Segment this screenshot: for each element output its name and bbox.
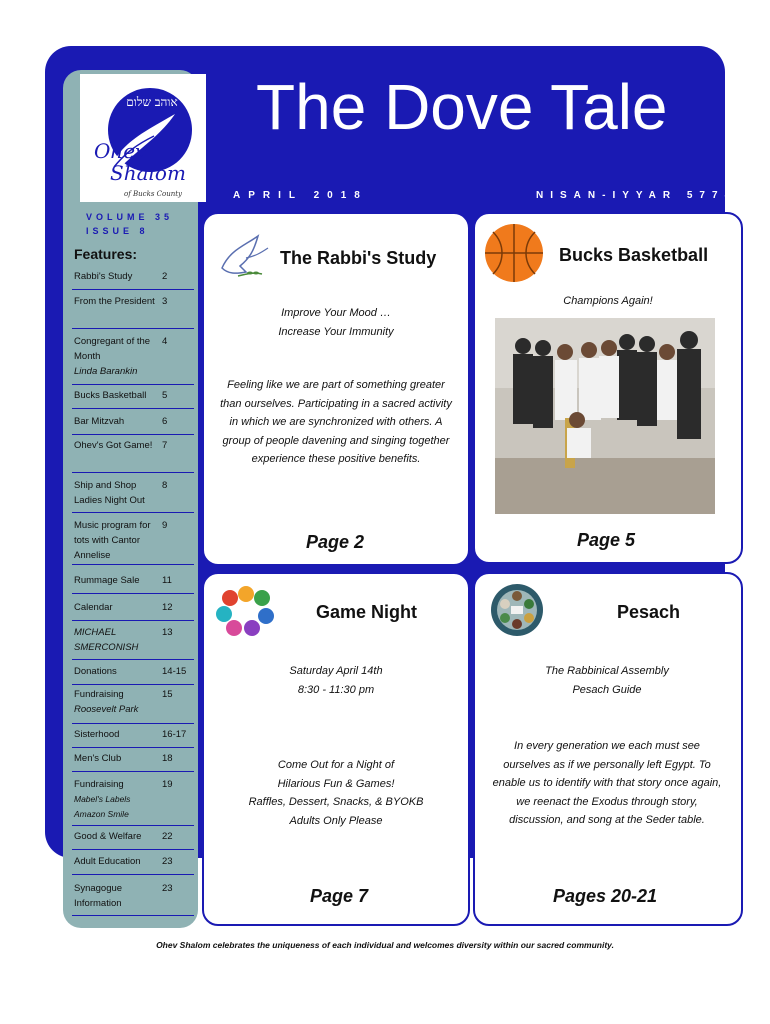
toc-item[interactable]: Fundraising Roosevelt Park 15 bbox=[72, 687, 194, 724]
people-circle-icon bbox=[214, 584, 276, 638]
issue-label: ISSUE 8 bbox=[86, 226, 149, 236]
newsletter-title: The Dove Tale bbox=[256, 71, 668, 143]
page-link[interactable]: Pages 20-21 bbox=[553, 886, 658, 906]
basketball-card[interactable] bbox=[473, 212, 743, 564]
toc-item[interactable]: Music program for tots with Cantor Annelise 9 bbox=[72, 518, 194, 565]
pesach-card[interactable] bbox=[473, 572, 743, 926]
logo-ohev-text: Ohev bbox=[94, 139, 147, 163]
rabbi-study-card[interactable] bbox=[202, 212, 470, 566]
card-title: Game Night bbox=[316, 602, 418, 622]
toc-item[interactable]: Adult Education 23 bbox=[72, 854, 194, 875]
card-body: Feeling like we are part of something greater than ourselves. Participating in a sacred activity in which we are synchronized with others. A group of people davening and singing together experience these positive benefits. bbox=[220, 379, 452, 465]
page-link[interactable]: Page 7 bbox=[310, 886, 369, 906]
team-photo bbox=[495, 318, 715, 514]
synagogue-logo bbox=[80, 74, 206, 202]
hebrew-date: NISAN-IYYAR 5778 bbox=[536, 190, 738, 201]
toc-item[interactable]: Rabbi's Study 2 bbox=[72, 269, 194, 290]
seder-plate-icon bbox=[489, 582, 545, 638]
card-body: In every generation we each must see ourselves as if we personally left Egypt. To enable us to identify with that story once again, we reenact the Exodus through story, discussion, and song at the Seder table. bbox=[492, 740, 722, 826]
toc-item[interactable]: Donations 14-15 bbox=[72, 664, 194, 685]
toc-item[interactable]: From the President 3 bbox=[72, 294, 194, 329]
page-link[interactable]: Page 2 bbox=[306, 532, 365, 552]
event-datetime: Saturday April 14th 8:30 - 11:30 pm bbox=[289, 665, 383, 696]
toc-item[interactable]: Fundraising Mabel's Labels Amazon Smile 19 bbox=[72, 777, 194, 826]
toc-item[interactable]: Synagogue Information 23 bbox=[72, 881, 194, 916]
toc-item[interactable]: Rummage Sale 11 bbox=[72, 573, 194, 594]
card-title: The Rabbi's Study bbox=[280, 248, 437, 268]
card-subtitle: Champions Again! bbox=[563, 295, 653, 307]
basketball-icon bbox=[483, 222, 545, 284]
game-night-card[interactable] bbox=[202, 572, 470, 926]
toc-item[interactable]: Ship and Shop Ladies Night Out 8 bbox=[72, 478, 194, 513]
toc-item[interactable]: MICHAEL SMERCONISH 13 bbox=[72, 625, 194, 660]
card-subtitle: The Rabbinical Assembly Pesach Guide bbox=[545, 665, 669, 696]
toc-item[interactable]: Sisterhood 16-17 bbox=[72, 727, 194, 748]
card-body: Come Out for a Night of Hilarious Fun & Games! Raffles, Dessert, Snacks, & BYOKB Adults Only Please bbox=[248, 759, 424, 827]
card-title: Pesach bbox=[617, 602, 681, 622]
volume-label: VOLUME 35 bbox=[86, 212, 174, 222]
volume-issue bbox=[86, 210, 173, 238]
toc-item[interactable]: Men's Club 18 bbox=[72, 751, 194, 772]
card-subtitle: Improve Your Mood … Increase Your Immunity bbox=[278, 307, 394, 338]
issue-date: APRIL 2018 bbox=[233, 190, 368, 201]
page-link[interactable]: Page 5 bbox=[577, 530, 636, 550]
logo-hebrew-text: אוהב שלום bbox=[126, 95, 178, 109]
card-title: Bucks Basketball bbox=[559, 245, 709, 265]
toc-item[interactable]: Congregant of the Month Linda Barankin 4 bbox=[72, 334, 194, 385]
toc-item[interactable]: Ohev's Got Game! 7 bbox=[72, 438, 194, 473]
dove-icon bbox=[216, 228, 272, 284]
toc-item[interactable]: Bucks Basketball 5 bbox=[72, 388, 194, 409]
logo-shalom-text: Shalom bbox=[110, 161, 186, 185]
toc-item[interactable]: Good & Welfare 22 bbox=[72, 829, 194, 850]
toc-item[interactable]: Bar Mitzvah 6 bbox=[72, 414, 194, 435]
footer-tagline: Ohev Shalom celebrates the uniqueness of each individual and welcomes diversity within our sacred community. bbox=[156, 940, 614, 950]
features-heading: Features: bbox=[74, 246, 138, 262]
logo-county-text: of Bucks County bbox=[124, 190, 183, 198]
toc-item[interactable]: Calendar 12 bbox=[72, 600, 194, 621]
